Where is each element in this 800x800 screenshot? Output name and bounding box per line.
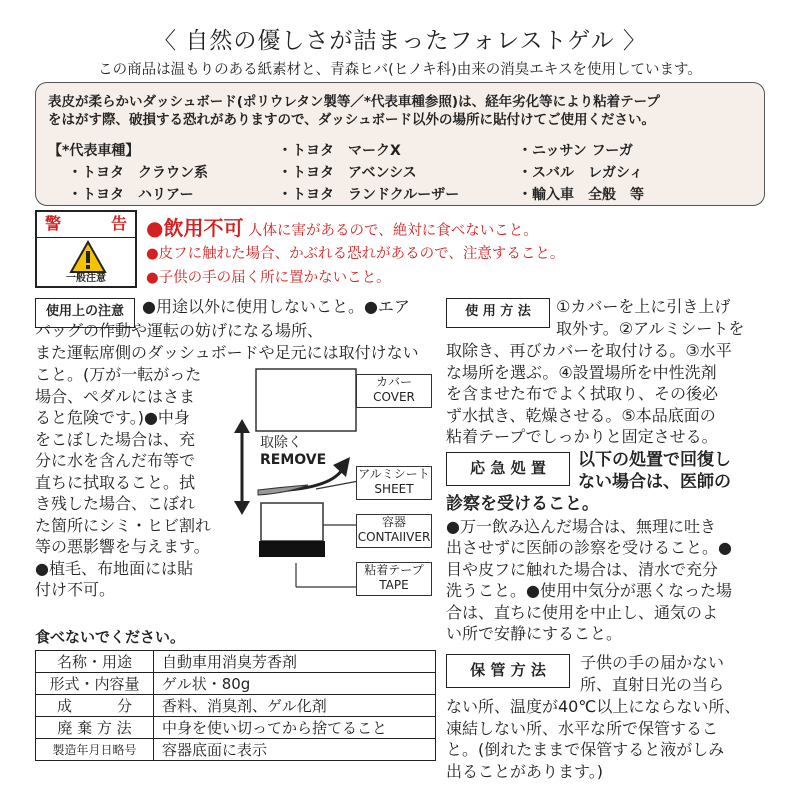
spec-key: 成 分 [36,695,154,717]
vehicle-item: ・ニッサン フーガ [518,143,633,159]
container-label [356,514,432,548]
usage-line: 粘着テープでしっかりと固定させる。 [446,427,718,446]
emergency-line: 洗うこと。●使用中気分が悪くなった場 [446,581,732,600]
emergency-bold: 診察を受けること。 [446,494,599,514]
vehicle-item: ・トヨタ マークX [278,143,401,159]
caution-head-line: ●用途以外に使用しないこと。●エア [142,297,410,316]
usage-body [446,340,732,448]
table-row [36,717,436,739]
label-ja: 容器 [381,515,406,529]
notice-line: をはがす際、破損する恐れがありますので、ダッシュボード以外の場所に貼付けてご使用ください。 [48,112,655,128]
caution-line: 付け不可。 [35,580,116,599]
label-en: TAPE [379,578,409,592]
usage-line: を含ませた布でよく拭取り、その後必 [446,384,719,403]
container-base-shape [259,541,325,557]
caution-line: 分に水を含んだ布等で [35,451,196,470]
emergency-line: 目や皮フに触れた場合は、清水で充分 [446,559,719,579]
vehicle-item: 【*代表車種】 [48,143,140,159]
table-row [36,739,436,761]
storage-line: 出ることがあります。) [446,761,603,781]
warning-line-2: ●皮フに触れた場合、かぶれる恐れがあるので、注意すること。 [146,246,565,262]
vehicle-item: ・スバル レガシィ [518,165,644,181]
spec-key: 名称・用途 [36,651,154,673]
spec-key: 製造年月日略号 [36,739,154,761]
caution-line: ると危険です。)●中身 [35,408,190,427]
label-en: SHEET [374,482,414,496]
no-drink-text: ●飲用不可 [146,216,244,240]
caution-line: ●植毛、布地面には貼 [35,558,193,578]
label-ja: 取除く [260,435,302,451]
caution-head-line: バッグの作動や運転の妨げになる場所、 [35,321,324,340]
warning-text: 人体に害があるので、絶対に食べないこと。 [243,223,538,239]
spec-table [35,650,436,761]
spec-value: ゲル状・80g [154,673,436,695]
caution-line: た箇所にシミ・ヒビ割れ [35,515,212,535]
dont-eat-text: 食べないでください。 [35,628,186,646]
storage-head-line: 所、直射日光の当ら [580,675,725,694]
table-row [36,695,436,717]
page-title: 〈 自然の優しさが詰まったフォレストゲル 〉 [153,28,647,54]
label-ja: カバー [375,375,412,389]
spec-value: 中身を使い切ってから捨てること [154,717,436,739]
vehicle-item: ・トヨタ クラウン系 [68,165,208,181]
warning-line-3: ●子供の手の届く所に置かないこと。 [146,270,391,286]
usage-label: 使 用 方 法 [446,298,550,328]
remove-label [260,432,326,468]
storage-line: 凍結しない所、水平な所で保管するこ [446,718,719,738]
emergency-head-line: ない場合は、医師の [578,472,731,492]
container-shape [261,503,323,541]
tape-label [356,562,432,596]
table-row [36,673,436,695]
spec-key: 形式・内容量 [36,673,154,695]
spec-value: 香料、消臭剤、ゲル化剤 [154,695,436,717]
spec-value: 自動車用消臭芳香剤 [154,651,436,673]
vehicle-item: ・輸入車 全般 等 [518,187,644,203]
usage-head-line: 取外す。②アルミシートを [556,319,745,338]
emergency-line: い所で安静にすること。 [446,624,623,643]
cover-shape [256,369,356,431]
label-en: CONTAIIVER [357,530,431,544]
usage-line: ず水拭き、乾燥させる。⑤本品底面の [446,405,716,425]
emergency-body [446,494,732,645]
caution-head-line: また運転席側のダッシュボードや足元には取付けない [35,343,419,362]
dashboard-notice [35,82,765,206]
warning-line-1 [146,212,538,241]
spec-key: 廃 棄 方 法 [36,717,154,739]
caution-label: 使用上の注意 [35,298,135,328]
usage-line: な場所を選ぶ。④設置場所を中性洗剤 [446,362,717,382]
emergency-line: 出させずに医師の診察を受けること。● [446,538,732,557]
table-row [36,651,436,673]
vehicle-item: ・トヨタ ハリアー [68,187,194,203]
caution-line: 場合、ペダルにはさま [35,386,196,406]
emergency-label: 応 急 処 置 [446,452,570,486]
usage-line: 取除き、再びカバーを取付ける。③水平 [446,341,732,360]
label-ja: アルミシート [358,467,430,481]
vehicle-list [48,141,752,205]
cover-label [356,374,432,408]
vehicle-item: ・トヨタ ランドクルーザー [278,187,460,203]
storage-label: 保 管 方 法 [446,654,570,688]
sheet-label [356,466,432,500]
emergency-line: ●万一飲み込んだ場合は、無理に吐き [446,516,716,536]
warning-char: 告 [110,214,127,233]
storage-head-line: 子供の手の届かない [580,653,725,672]
storage-line: ない所、温度が40℃以上にならない所、 [446,697,741,716]
emergency-head-line: 以下の処置で回復し [578,450,731,470]
caution-line: をこぼした場合は、充 [35,429,196,449]
subtitle: この商品は温もりのある紙素材と、青森ヒバ(ヒノキ科)由来の消臭エキスを使用しています。 [98,62,702,78]
storage-line: と。(倒れたままで保管すると液がしみ [446,740,725,759]
caution-line: き残した場合、こぼれ [35,494,196,513]
vehicle-item: ・トヨタ アベンシス [278,165,417,181]
notice-line: 表皮が柔らかいダッシュボード(ポリウレタン製等／*代表車種参照)は、経年劣化等により粘着テープ [48,94,660,110]
label-en: REMOVE [260,452,327,468]
warning-char: 警 [45,214,62,233]
emergency-line: 合は、直ちに使用を中止し、通気のよ [446,602,719,622]
warning-caption: 一般注意 [66,273,106,284]
label-ja: 粘着テープ [364,563,424,577]
caution-body [35,364,211,601]
storage-body [446,696,740,782]
label-en: COVER [373,390,415,404]
caution-line: 直ちに拭取ること。拭 [35,472,196,492]
warning-badge [35,210,137,288]
spec-value: 容器底面に表示 [154,739,436,761]
caution-line: 等の悪影響を与えます。 [35,537,210,556]
caution-line: こと。(万が一転がった [35,365,202,384]
usage-head-line: ①カバーを上に引き上げ [556,297,731,316]
